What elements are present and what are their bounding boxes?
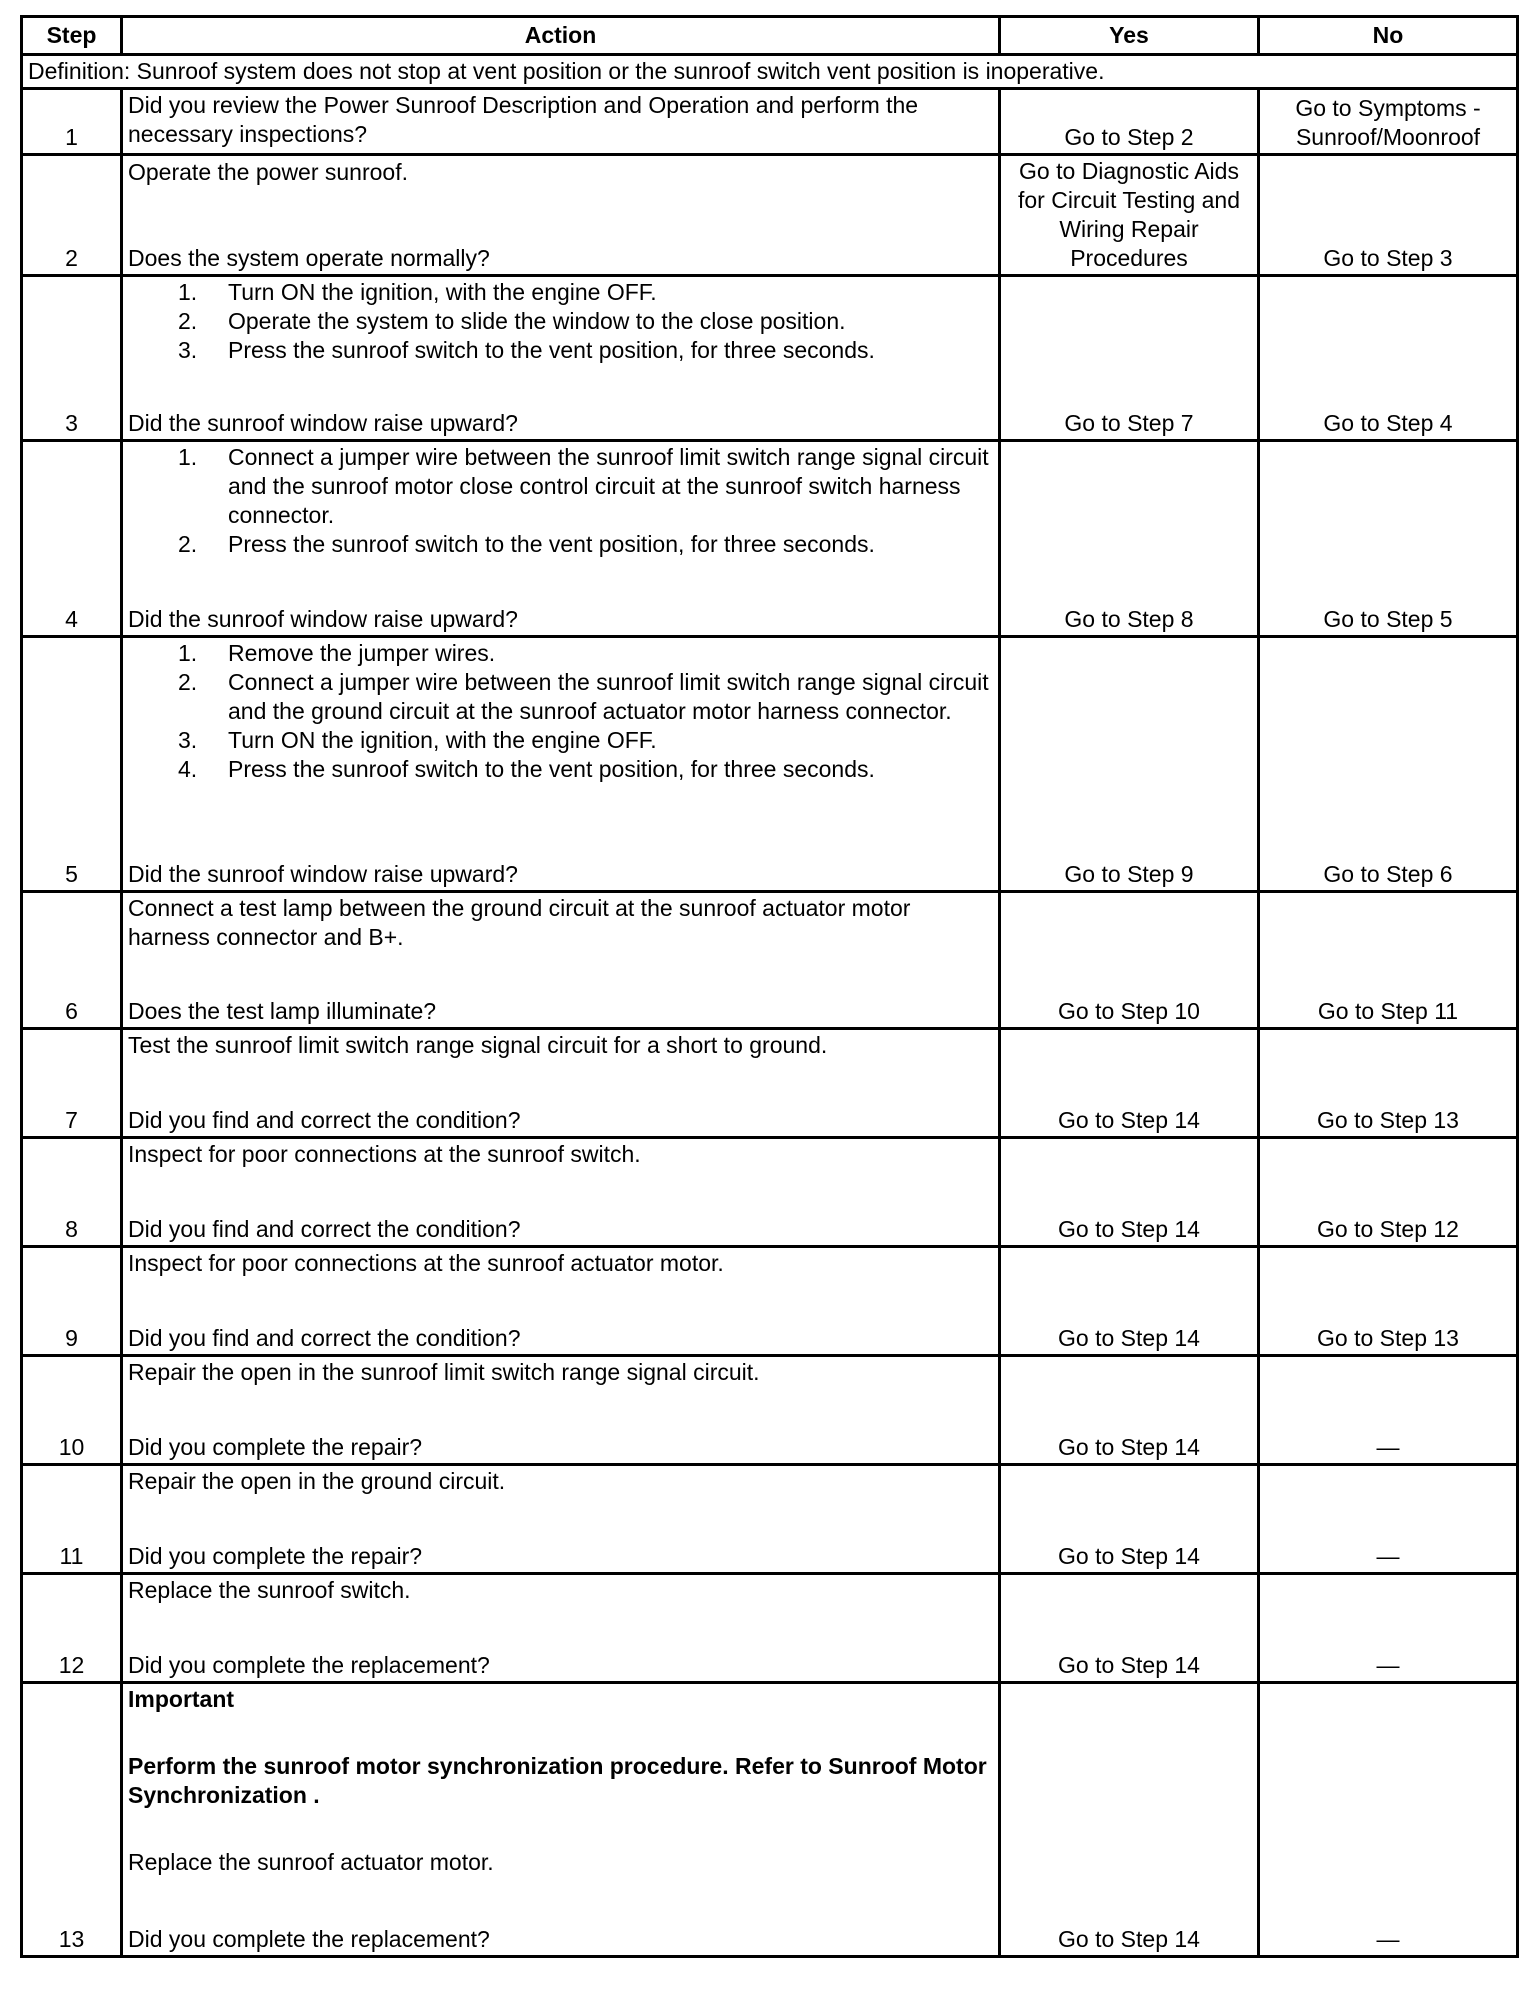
action-cell [122, 1138, 1000, 1247]
table-row [22, 892, 1518, 1029]
action-question: Did you complete the replacement? [128, 1926, 490, 1952]
step-number: 13 [22, 1683, 122, 1957]
no-result: Go to Step 6 [1259, 637, 1518, 892]
action-text: Connect a test lamp between the ground circuit at the sunroof actuator motor harness connector and B+. [128, 895, 911, 950]
yes-result: Go to Step 14 [1000, 1356, 1259, 1465]
action-cell [122, 1465, 1000, 1574]
no-result: Go to Step 11 [1259, 892, 1518, 1029]
action-text: Replace the sunroof actuator motor. [128, 1849, 494, 1875]
no-result: Go to Step 13 [1259, 1029, 1518, 1138]
procedure-list [128, 443, 993, 559]
procedure-step [128, 726, 993, 755]
procedure-step-text: Connect a jumper wire between the sunroof limit switch range signal circuit and the ground circuit at the sunroof actuator motor harness connector. [228, 669, 989, 724]
procedure-step [128, 668, 993, 726]
procedure-step-text: Press the sunroof switch to the vent position, for three seconds. [228, 337, 875, 363]
procedure-step [128, 639, 993, 668]
yes-result: Go to Step 9 [1000, 637, 1259, 892]
procedure-step-text: Press the sunroof switch to the vent position, for three seconds. [228, 756, 875, 782]
step-number: 11 [22, 1465, 122, 1574]
important-text: Perform the sunroof motor synchronization procedure. Refer to Sunroof Motor Synchronization . [128, 1753, 987, 1808]
procedure-step [128, 530, 993, 559]
step-number: 5 [22, 637, 122, 892]
no-result: — [1259, 1356, 1518, 1465]
header-yes: Yes [1000, 17, 1259, 55]
action-question: Did the sunroof window raise upward? [128, 861, 518, 887]
yes-result: Go to Step 14 [1000, 1574, 1259, 1683]
procedure-step-number: 2. [178, 669, 198, 695]
procedure-step [128, 278, 993, 307]
step-number: 4 [22, 441, 122, 637]
action-text: Replace the sunroof switch. [128, 1577, 411, 1603]
table-row [22, 89, 1518, 155]
action-question: Does the system operate normally? [128, 245, 490, 271]
step-number: 2 [22, 155, 122, 276]
procedure-step-number: 3. [178, 337, 198, 363]
table-row [22, 441, 1518, 637]
table-row [22, 1574, 1518, 1683]
step-number: 8 [22, 1138, 122, 1247]
action-cell [122, 89, 1000, 155]
action-cell [122, 892, 1000, 1029]
procedure-step-text: Connect a jumper wire between the sunroof limit switch range signal circuit and the sunroof motor close control circuit at the sunroof switch harness connector. [228, 444, 989, 528]
action-question: Did you find and correct the condition? [128, 1325, 521, 1351]
step-number: 1 [22, 89, 122, 155]
action-cell [122, 1574, 1000, 1683]
action-question: Did you find and correct the condition? [128, 1107, 521, 1133]
step-number: 10 [22, 1356, 122, 1465]
yes-result: Go to Step 2 [1000, 89, 1259, 155]
yes-result: Go to Step 14 [1000, 1465, 1259, 1574]
table-row [22, 1029, 1518, 1138]
procedure-step [128, 336, 993, 365]
procedure-list [128, 278, 993, 365]
no-result: — [1259, 1465, 1518, 1574]
procedure-step-text: Operate the system to slide the window to the close position. [228, 308, 846, 334]
action-question: Did you complete the repair? [128, 1543, 423, 1569]
action-cell [122, 1029, 1000, 1138]
action-text: Inspect for poor connections at the sunroof switch. [128, 1141, 641, 1167]
action-text: Inspect for poor connections at the sunroof actuator motor. [128, 1250, 724, 1276]
procedure-step-text: Press the sunroof switch to the vent position, for three seconds. [228, 531, 875, 557]
no-result: Go to Step 12 [1259, 1138, 1518, 1247]
action-cell [122, 441, 1000, 637]
procedure-step-number: 3. [178, 727, 198, 753]
no-result: — [1259, 1683, 1518, 1957]
header-step: Step [22, 17, 122, 55]
step-number: 12 [22, 1574, 122, 1683]
procedure-step-number: 2. [178, 308, 198, 334]
procedure-step-text: Turn ON the ignition, with the engine OFF. [228, 279, 657, 305]
procedure-step-number: 1. [178, 279, 198, 305]
action-cell [122, 637, 1000, 892]
action-question: Did you find and correct the condition? [128, 1216, 521, 1242]
yes-result: Go to Step 8 [1000, 441, 1259, 637]
table-row [22, 155, 1518, 276]
table-row [22, 276, 1518, 441]
table-row [22, 1683, 1518, 1957]
procedure-step-number: 4. [178, 756, 198, 782]
procedure-step [128, 443, 993, 530]
definition-row [22, 55, 1518, 89]
action-cell [122, 155, 1000, 276]
action-question: Did you complete the replacement? [128, 1652, 490, 1678]
no-result: Go to Step 3 [1259, 155, 1518, 276]
action-text: Did you review the Power Sunroof Description and Operation and perform the necessary inspections? [128, 92, 919, 147]
action-cell [122, 1356, 1000, 1465]
important-label: Important [128, 1686, 235, 1712]
no-result: Go to Step 5 [1259, 441, 1518, 637]
yes-result: Go to Step 7 [1000, 276, 1259, 441]
table-row [22, 637, 1518, 892]
procedure-step [128, 307, 993, 336]
no-result: — [1259, 1574, 1518, 1683]
procedure-step-text: Remove the jumper wires. [228, 640, 496, 666]
action-text: Test the sunroof limit switch range signal circuit for a short to ground. [128, 1032, 828, 1058]
table-row [22, 1465, 1518, 1574]
table-row [22, 1356, 1518, 1465]
yes-result: Go to Step 10 [1000, 892, 1259, 1029]
yes-result: Go to Step 14 [1000, 1029, 1259, 1138]
step-number: 7 [22, 1029, 122, 1138]
procedure-list [128, 639, 993, 784]
procedure-step-text: Turn ON the ignition, with the engine OFF. [228, 727, 657, 753]
action-cell [122, 1683, 1000, 1957]
action-question: Does the test lamp illuminate? [128, 998, 437, 1024]
action-text: Repair the open in the ground circuit. [128, 1468, 506, 1494]
action-question: Did the sunroof window raise upward? [128, 410, 518, 436]
header-action: Action [122, 17, 1000, 55]
header-no: No [1259, 17, 1518, 55]
action-text: Repair the open in the sunroof limit switch range signal circuit. [128, 1359, 760, 1385]
procedure-step-number: 2. [178, 531, 198, 557]
procedure-step-number: 1. [178, 640, 198, 666]
action-question: Did you complete the repair? [128, 1434, 423, 1460]
no-result: Go to Step 13 [1259, 1247, 1518, 1356]
action-cell [122, 1247, 1000, 1356]
step-number: 6 [22, 892, 122, 1029]
header-row [22, 17, 1518, 55]
action-question: Did the sunroof window raise upward? [128, 606, 518, 632]
yes-result: Go to Step 14 [1000, 1683, 1259, 1957]
yes-result: Go to Step 14 [1000, 1247, 1259, 1356]
no-result: Go to Step 4 [1259, 276, 1518, 441]
yes-result: Go to Step 14 [1000, 1138, 1259, 1247]
table-row [22, 1247, 1518, 1356]
no-result: Go to Symptoms - Sunroof/Moonroof [1259, 89, 1518, 155]
diagnostic-table [20, 15, 1519, 1958]
yes-result: Go to Diagnostic Aids for Circuit Testing and Wiring Repair Procedures [1000, 155, 1259, 276]
step-number: 9 [22, 1247, 122, 1356]
table-row [22, 1138, 1518, 1247]
step-number: 3 [22, 276, 122, 441]
definition: Definition: Sunroof system does not stop at vent position or the sunroof switch vent position is inoperative. [22, 55, 1518, 89]
procedure-step [128, 755, 993, 784]
action-text: Operate the power sunroof. [128, 159, 408, 185]
procedure-step-number: 1. [178, 444, 198, 470]
action-cell [122, 276, 1000, 441]
